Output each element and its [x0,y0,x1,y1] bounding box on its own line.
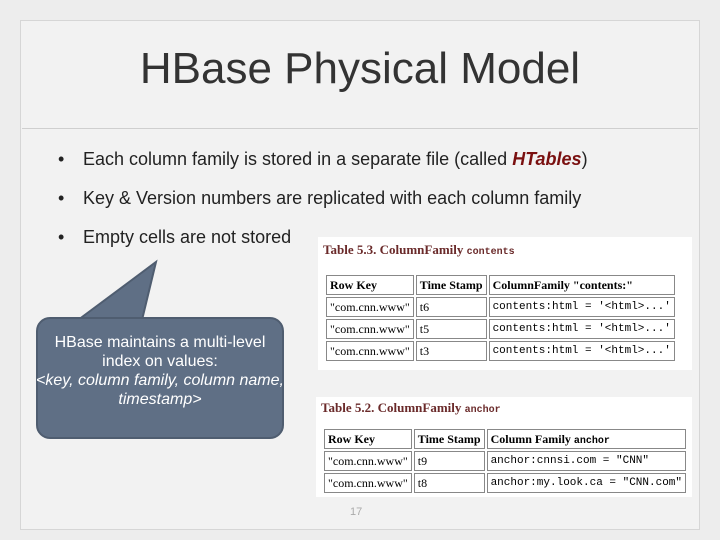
page-number: 17 [350,506,363,518]
table-row [326,341,675,361]
table-row [324,473,686,493]
cell-timestamp: t5 [416,319,487,339]
cell-timestamp: t8 [414,473,485,493]
table-row [324,451,686,471]
callout-line-1: HBase maintains a multi-level index on values: [54,334,266,370]
cell-row-key: "com.cnn.www" [324,451,412,471]
table-contents [324,273,677,363]
table-anchor-caption [321,400,501,416]
cell-row-key: "com.cnn.www" [326,319,414,339]
cell-timestamp: t9 [414,451,485,471]
bullet-text: Empty cells are not stored [83,227,292,247]
header-column-family-text: Column Family [490,431,571,446]
header-row-key: Row Key [326,275,414,295]
caption-text: Table 5.2. ColumnFamily [321,400,462,415]
cell-value: anchor:cnnsi.com = "CNN" [487,451,686,471]
header-time-stamp: Time Stamp [416,275,487,295]
caption-code: anchor [464,405,501,416]
cell-row-key: "com.cnn.www" [326,341,414,361]
bullet-text-pre: Each column family is stored in a separate file (called [83,149,513,169]
cell-value: contents:html = '<html>...' [489,341,675,361]
slide-title: HBase Physical Model [139,44,581,93]
table-contents-figure [318,237,692,370]
cell-row-key: "com.cnn.www" [324,473,412,493]
caption-code: contents [466,247,515,258]
table-header-row [324,429,686,449]
header-column-family: ColumnFamily "contents:" [489,275,675,295]
table-row [326,297,675,317]
callout-text [36,333,284,409]
header-time-stamp: Time Stamp [414,429,485,449]
cell-value: anchor:my.look.ca = "CNN.com" [487,473,686,493]
table-header-row [326,275,675,295]
header-column-family [487,429,686,449]
header-row-key: Row Key [324,429,412,449]
bullet-text-post: ) [581,149,588,169]
header-column-family-code: anchor [573,435,610,447]
htables-highlight: HTables [512,149,582,169]
table-anchor [322,427,688,495]
table-contents-caption [323,242,515,258]
cell-timestamp: t6 [416,297,487,317]
cell-value: contents:html = '<html>...' [489,319,675,339]
cell-value: contents:html = '<html>...' [489,297,675,317]
cell-row-key: "com.cnn.www" [326,297,414,317]
caption-text: Table 5.3. ColumnFamily [323,242,464,257]
bullet-dot: • [58,188,65,208]
table-anchor-figure [316,397,692,497]
callout-line-2: <key, column family, column name, timestamp> [36,372,284,408]
bullet-dot: • [58,227,65,247]
bullet-dot: • [58,149,65,169]
table-row [326,319,675,339]
bullet-text: Key & Version numbers are replicated with each column family [83,188,582,208]
cell-timestamp: t3 [416,341,487,361]
